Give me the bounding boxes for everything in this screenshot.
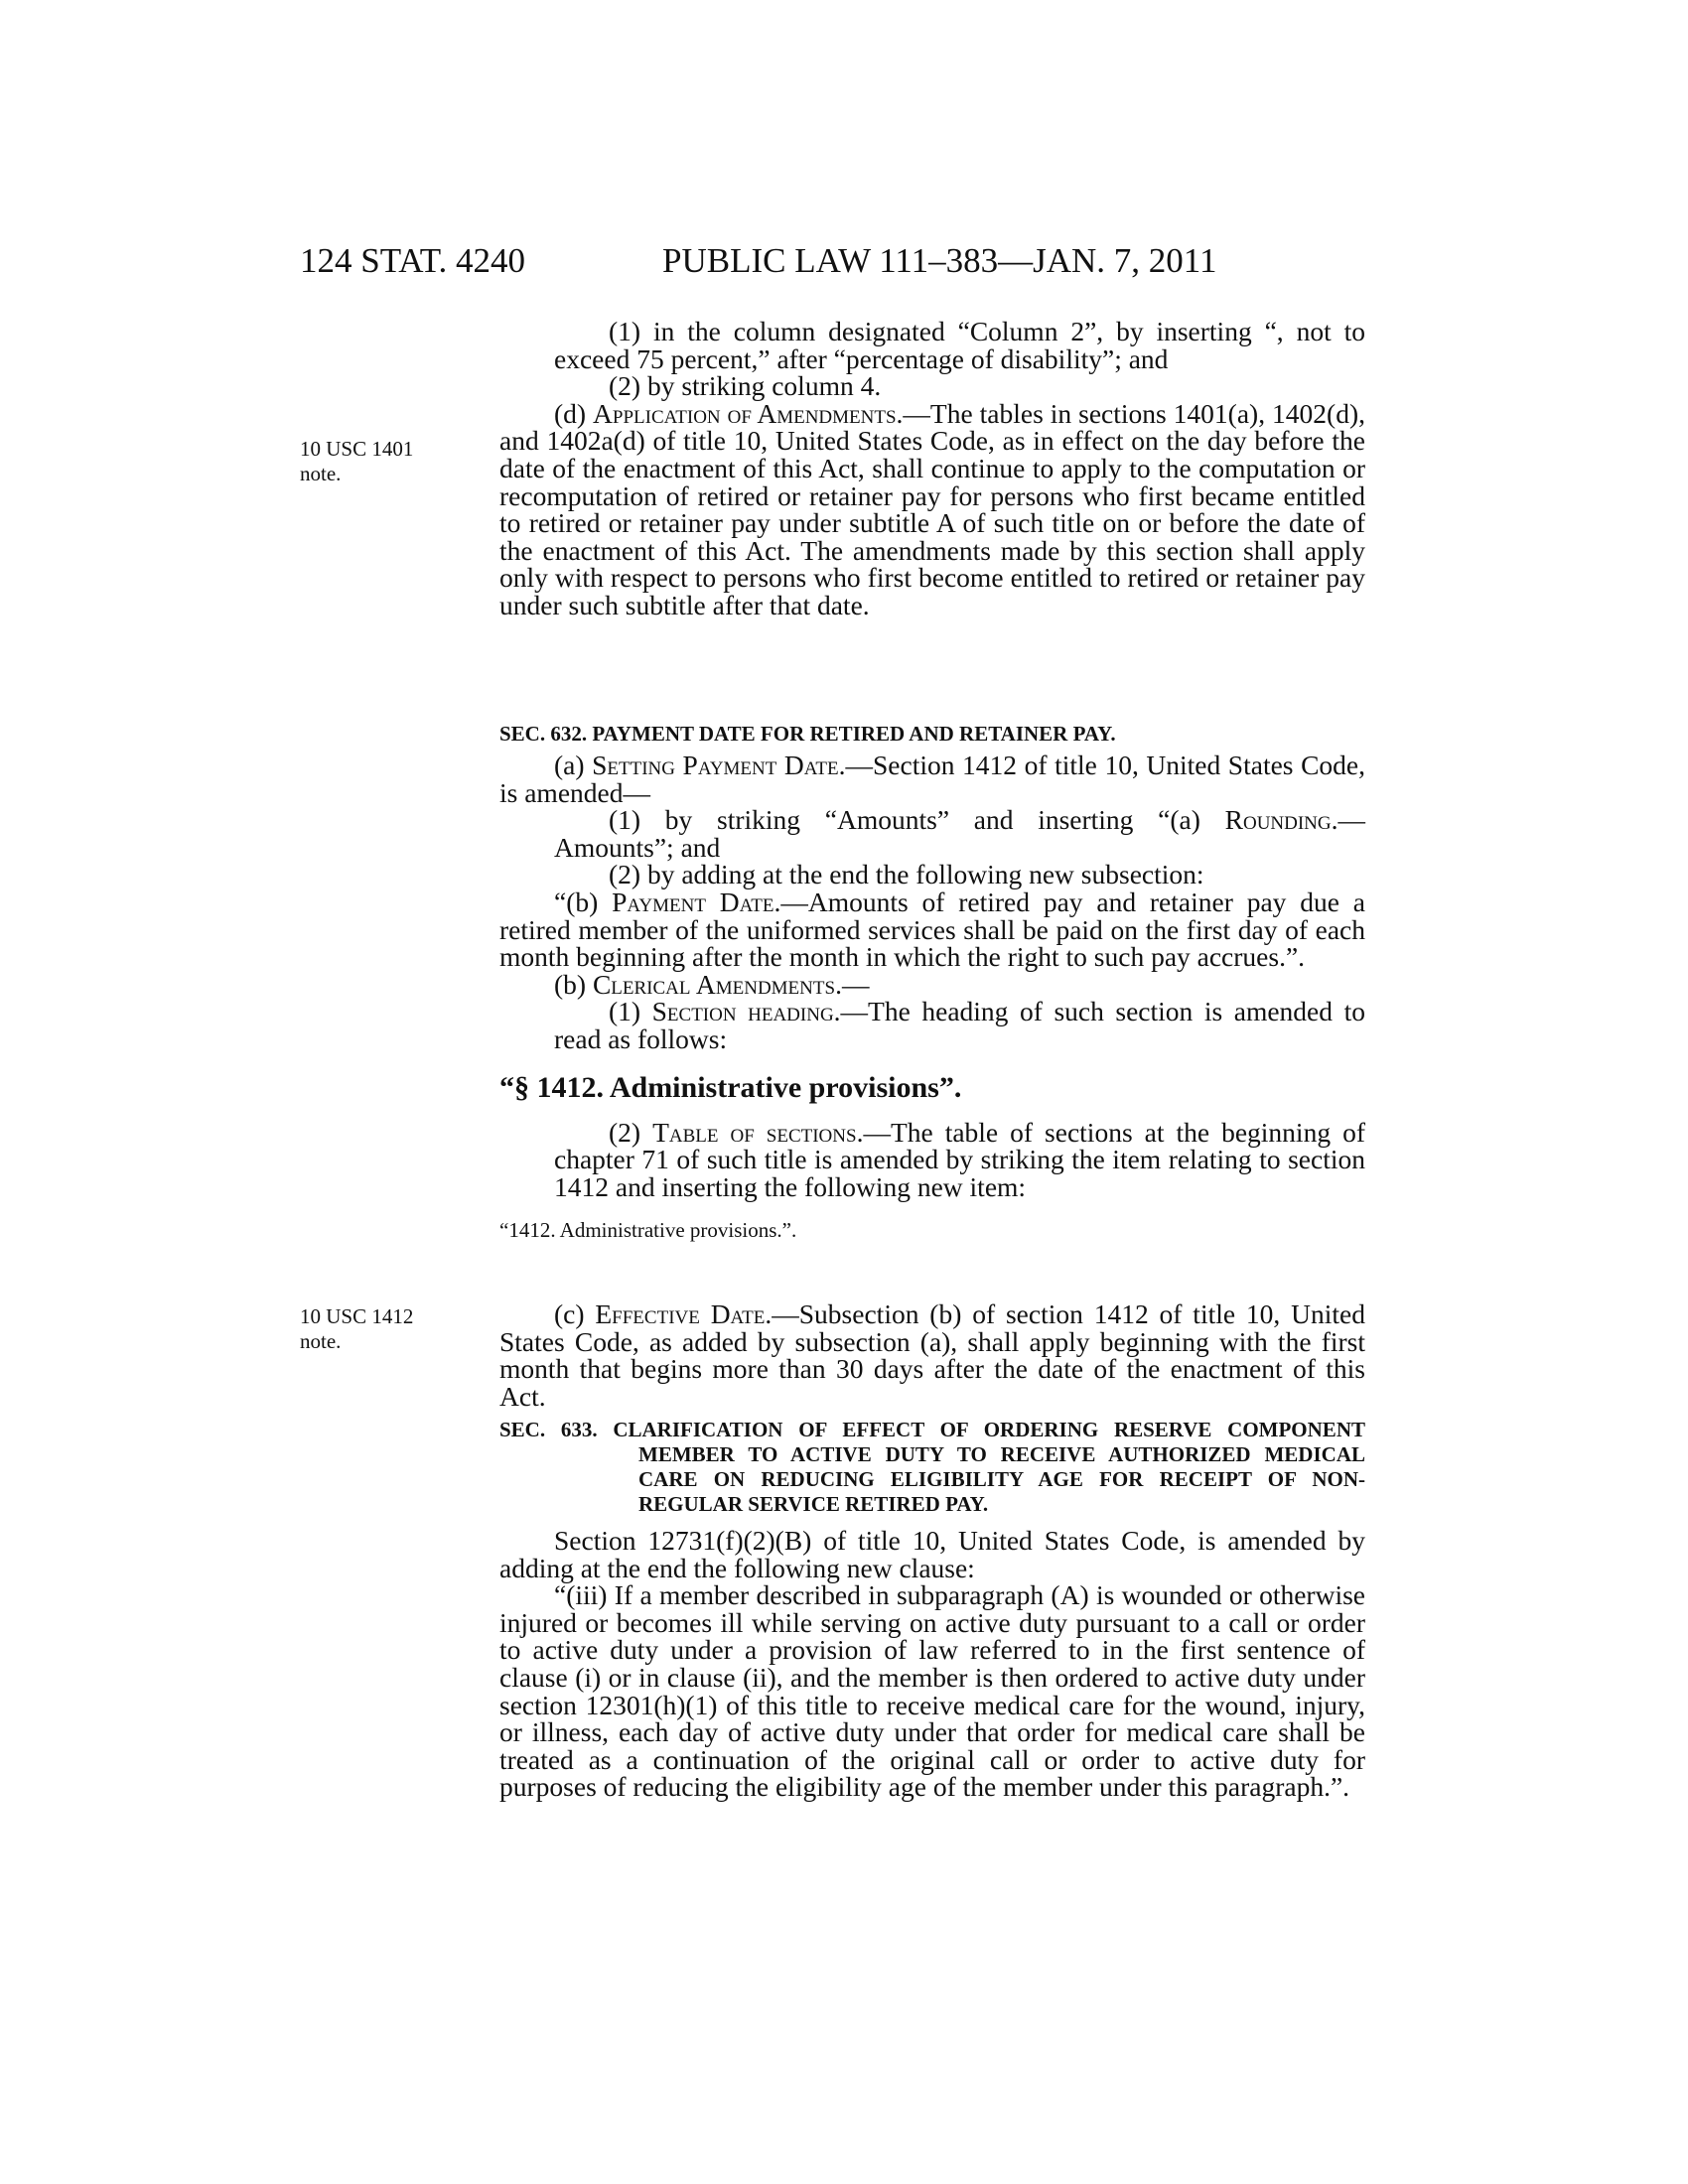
margin-note-line: 10 USC 1401 [300,437,414,461]
subsection-heading: Clerical Amendments [592,968,836,1000]
margin-note-1412 [300,1304,439,1354]
margin-note-line: 10 USC 1412 [300,1304,414,1328]
paragraph-label: (1) [609,996,652,1027]
paragraph-smallcaps: Rounding [1224,804,1332,836]
quoted-subsection-b [499,888,1365,971]
margin-note-line: note. [300,462,342,485]
paragraph-text: .—The table of sections at the beginning of chapter 71 of such title is amended by striking the item relating to section 1412 and inserting the following new item: [554,1116,1365,1202]
text-block-top [499,318,1365,619]
paragraph-label: (2) [609,1116,653,1148]
subsection-label: “(b) [554,886,613,917]
section-632-heading: SEC. 632. PAYMENT DATE FOR RETIRED AND RETAINER PAY. [499,722,1116,746]
margin-note-1401 [300,437,439,486]
table-of-sections-item: “1412. Administrative provisions.”. [499,1218,797,1243]
subsection-text: .—The tables in sections 1401(a), 1402(d), and 1402a(d) of title 10, United States Code, as in effect on the day before the date of the enactment of this Act, shall continue to apply to the computation or recomputation of retired or retainer pay for persons who first became entitled to retired or retainer pay under subtitle A of such title on or before the date of the enactment of this Act. The amendments made by this section shall apply only with respect to persons who first become entitled to retired or retainer pay under such subtitle after that date. [499,397,1365,620]
statute-page-number: 124 STAT. 4240 [300,241,525,280]
section-heading-1412: “§ 1412. Administrative provisions”. [499,1070,962,1104]
subsection-text: .—Section 1412 of title 10, United States Code, is amended— [499,750,1365,808]
paragraph-text: (1) by striking “Amounts” and inserting “(a) [609,804,1225,836]
subsection-heading: Setting Payment Date [592,750,839,780]
subsection-text: .—Amounts of retired pay and retainer pay due a retired member of the uniformed services shall be paid on the first day of each month beginning after the month in which the right to such pay accrues.”. [499,886,1365,973]
subsection-label: (a) [554,750,593,780]
subsection-heading: Payment Date [612,886,774,917]
running-title: PUBLIC LAW 111–383—JAN. 7, 2011 [662,241,1217,280]
subsection-heading: Application of Amendments [593,397,897,429]
subsection-632-c [499,1300,1365,1410]
section-633 [499,1418,1365,1801]
paragraph-c1: (1) in the column designated “Column 2”, by inserting “, not to exceed 75 percent,” after “percentage of disability”; and [554,316,1365,374]
paragraph-heading: Table of sections [652,1116,857,1148]
section-633-heading: SEC. 633. CLARIFICATION OF EFFECT OF ORDERING RESERVE COMPONENT MEMBER TO ACTIVE DUTY TO RECEIVE AUTHORIZED MEDICAL CARE ON REDUCING ELIGIBILITY AGE FOR RECEIPT OF NON-REGULAR SERVICE RETIRED PAY. [499,1418,1365,1516]
section-633-clause-iii: “(iii) If a member described in subparagraph (A) is wounded or otherwise injured or becomes ill while serving on active duty pursuant to a call or order to active duty under a provision of law referred to in the first sentence of clause (i) or in clause (ii), and the member is then ordered to active duty under section 12301(h)(1) of this title to receive medical care for the wound, injury, or illness, each day of active duty under that order for medical care shall be treated as a continuation of the original call or order to active duty for purposes of reducing the eligibility age of the member under this paragraph.”. [499,1579,1365,1803]
subsection-d [499,397,1365,620]
subsection-632-b [499,968,1365,1000]
paragraph-632-a1 [499,806,1365,861]
subsection-label: (b) [554,968,593,1000]
paragraph-text: .—The heading of such section is amended to read as follows: [554,996,1365,1054]
subsection-label: (d) [554,397,594,429]
subsection-text: .— [835,968,870,1000]
paragraph-text: .— Amounts”; and [554,804,1365,863]
page-header [300,241,1372,291]
subsection-label: (c) [554,1298,596,1329]
paragraph-632-a2: (2) by adding at the end the following new subsection: [609,859,1204,890]
margin-note-line: note. [300,1329,342,1353]
paragraph-632-b1 [499,998,1365,1052]
paragraph-heading: Section heading [651,996,834,1027]
paragraph-632-b2 [499,1116,1365,1202]
section-633-intro: Section 12731(f)(2)(B) of title 10, United States Code, is amended by adding at the end the following new clause: [499,1525,1365,1583]
subsection-text: .—Subsection (b) of section 1412 of title 10, United States Code, as added by subsection (a), shall apply beginning with the first month that begins more than 30 days after the date of the enactment of this Act. [499,1298,1365,1412]
section-632 [499,722,1365,1243]
paragraph-c2: (2) by striking column 4. [609,370,882,402]
subsection-632-c-block [499,1300,1365,1410]
subsection-632-a [499,751,1365,806]
subsection-heading: Effective Date [595,1298,766,1329]
